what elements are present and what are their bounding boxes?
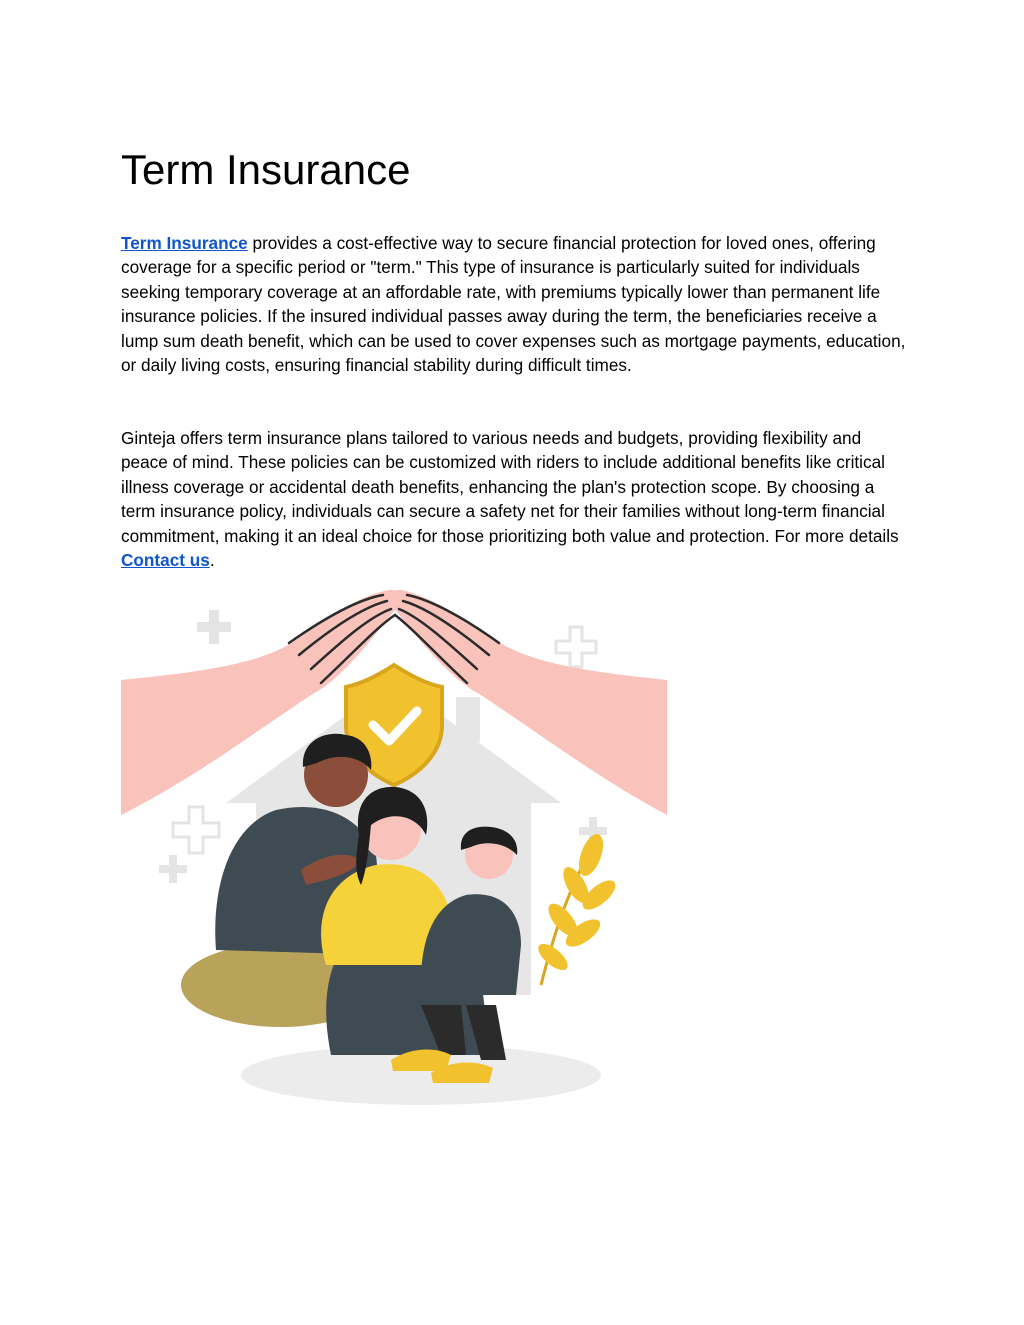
intro-paragraph-text: provides a cost-effective way to secure financial protection for loved ones, offering coverage for a specific period or "term." This type of insurance is particularly suited for individuals seeking temporary coverage at an affordable rate, with premiums typically lower than permanent life insurance policies. If the insured individual passes away during the term, the beneficiaries receive a lump sum death benefit, which can be used to cover expenses such as mortgage payments, education, or daily living costs, ensuring financial stability during difficult times. bbox=[121, 233, 906, 376]
contact-us-link[interactable]: Contact us bbox=[121, 550, 210, 571]
offer-paragraph-end: . bbox=[209, 550, 215, 571]
term-insurance-link[interactable]: Term Insurance bbox=[121, 233, 248, 253]
plant bbox=[534, 831, 620, 985]
offer-paragraph-text: Ginteja offers term insurance plans tailored to various needs and budgets, providing flexibility and peace of mind. These policies can be customized with riders to include additional benefits like critical illness coverage or accidental death benefits, enhancing the plan's protection scope. By choosing a term insurance policy, individuals can secure a safety net for their families without long-term financial commitment, making it an ideal choice for those prioritizing both value and protection. For more details bbox=[121, 428, 899, 546]
family-protection-illustration-icon bbox=[121, 585, 667, 1110]
page-title: Term Insurance bbox=[121, 146, 411, 193]
offer-paragraph bbox=[121, 426, 911, 572]
intro-paragraph bbox=[121, 231, 911, 377]
